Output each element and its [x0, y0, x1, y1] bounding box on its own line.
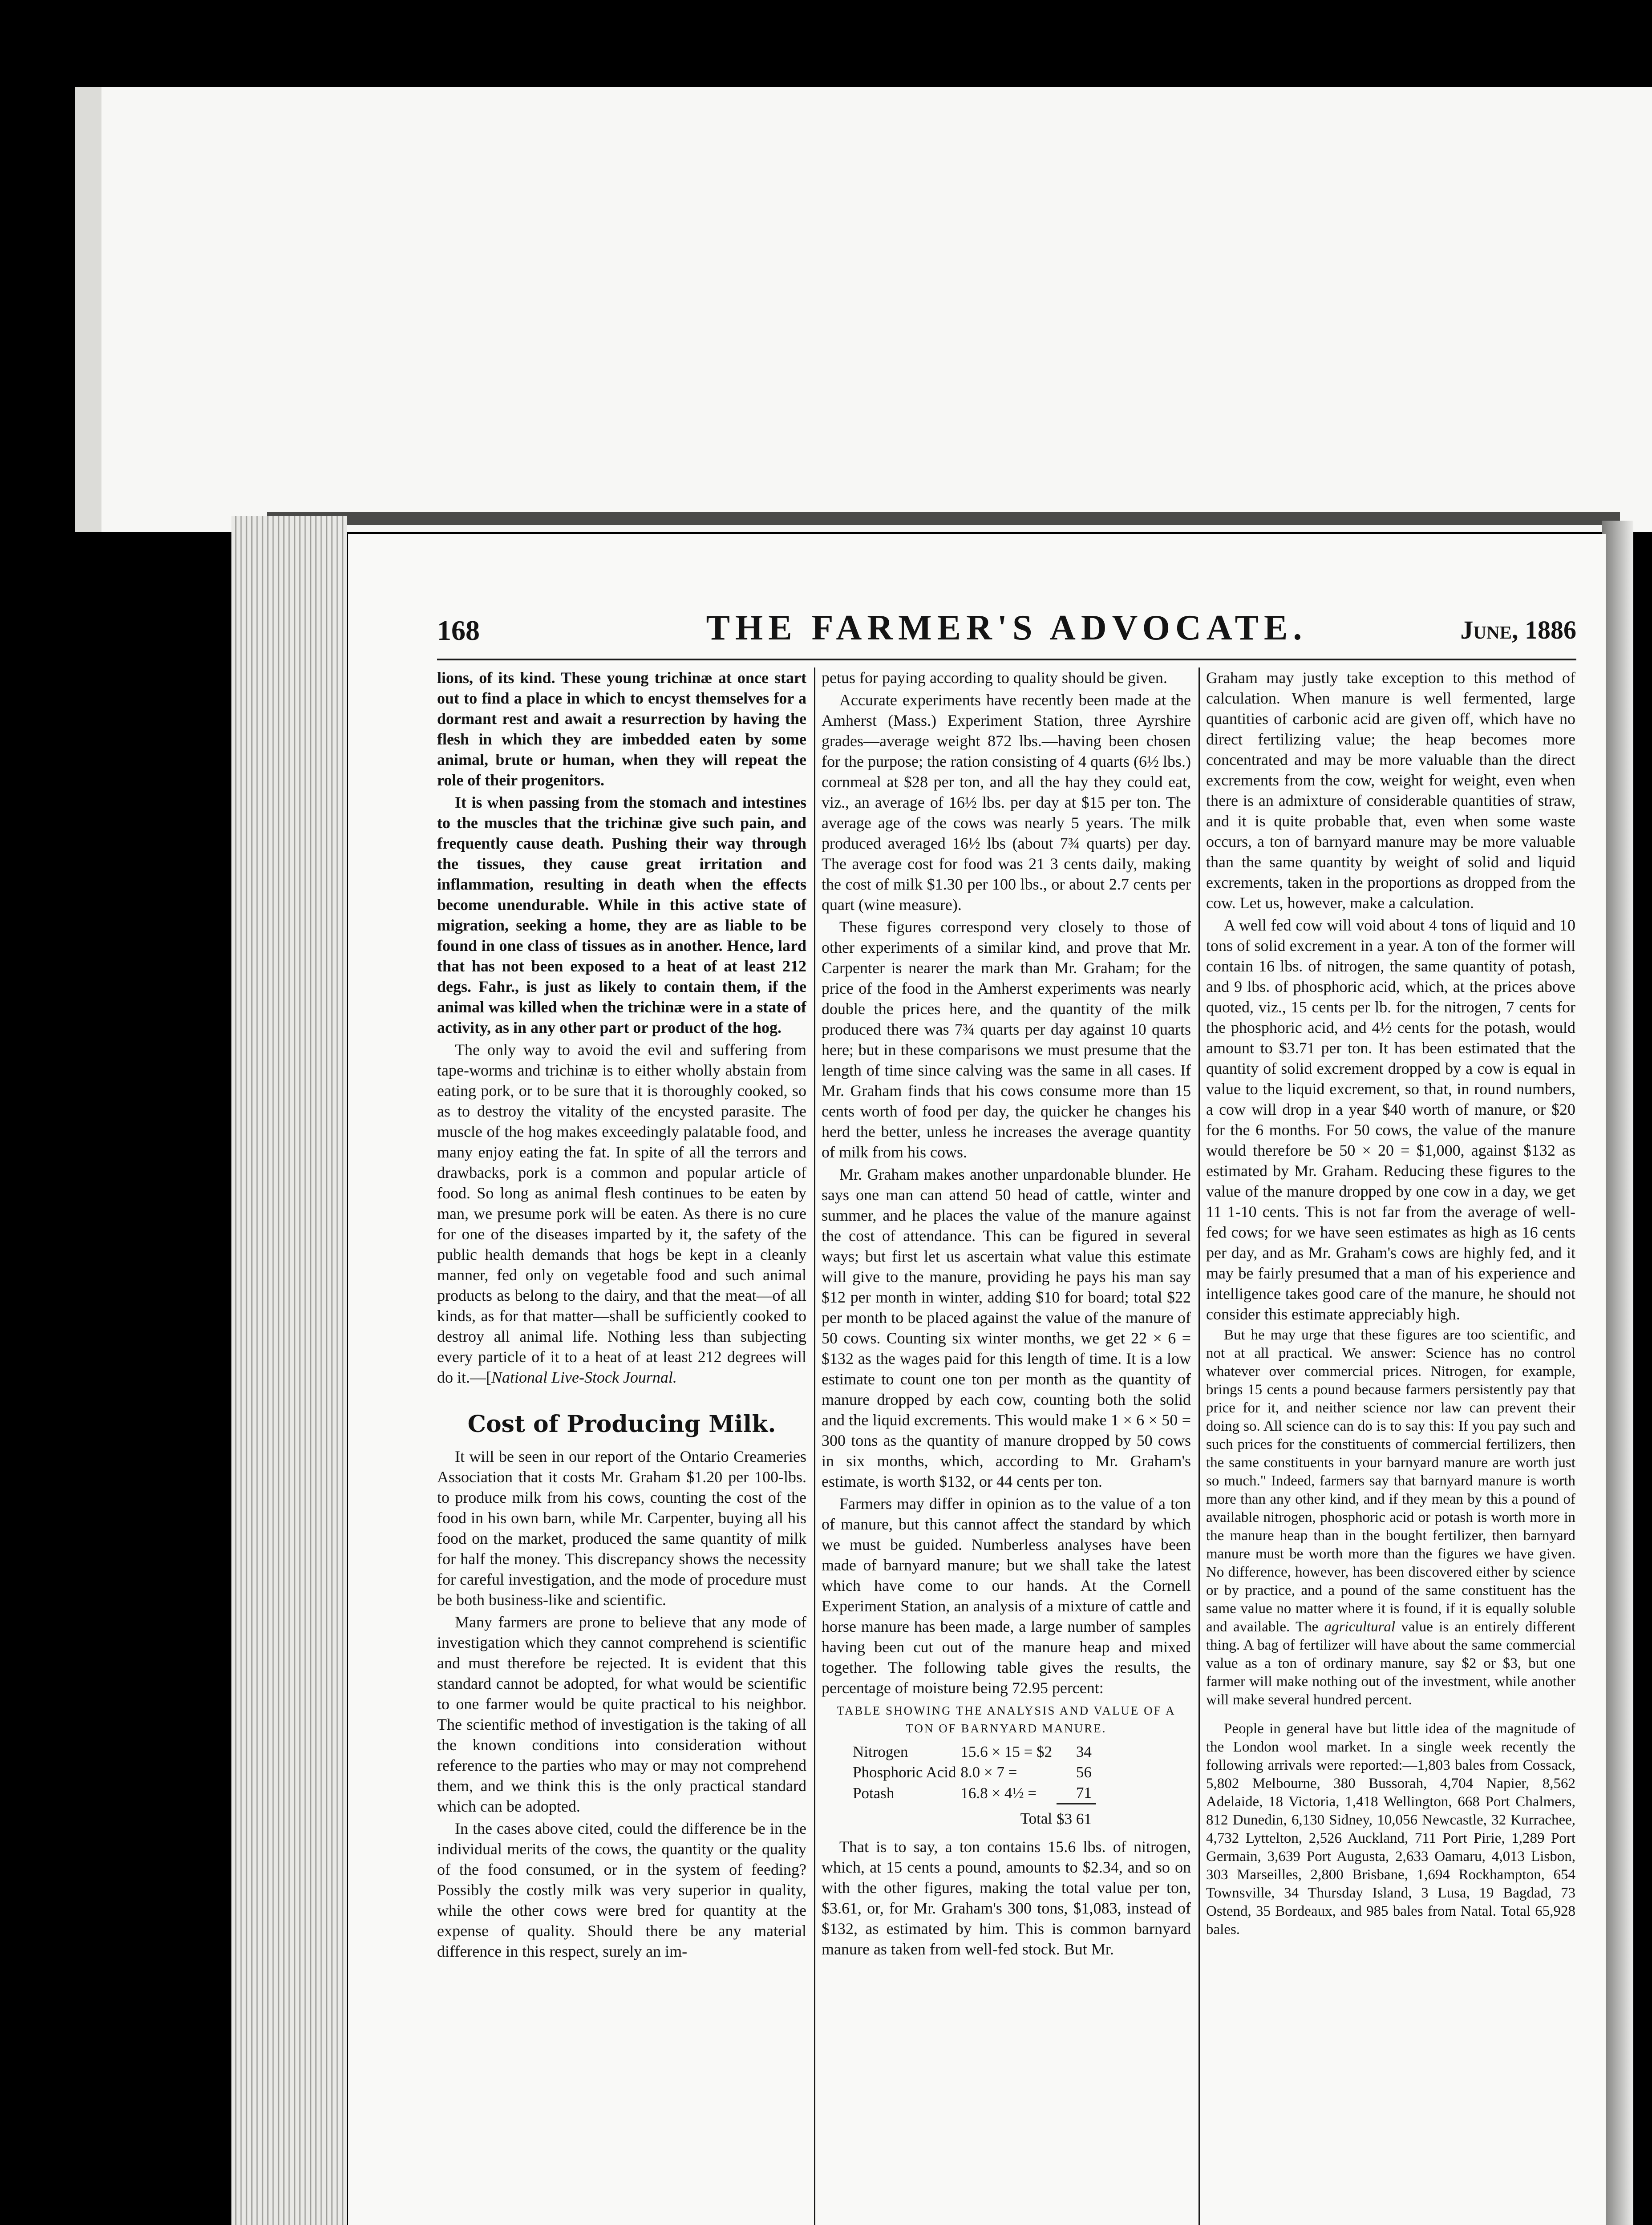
- paragraph-text: But he may urge that these figures are too scientific, and not at all practical. We answer: Science has no control whatever over commercial prices. Nitrogen, for example, brings 15 cents a pound because farmers persistently pay that price for it, and neither science nor law can prevent their doing so. All science can do is to say this: If you pay such and such prices for the constituents of commercial fertilizers, then the same constituents in your barnyard manure are worth just so much." Indeed, farmers say that barnyard manure is worth more than any other kind, and if they mean by this a pound of available nitrogen, phosphoric acid or potash is worth more in the manure heap than in the bought fertilizer, then barnyard manure must be worth more than the figures we have given. No difference, however, has been discovered either by science or by practice, and a pound of the same constituent has the same value no matter where it is found, if it is equally soluble and available. The: [1206, 1327, 1575, 1635]
- table-calc: 16.8 × 4½ =: [960, 1784, 1037, 1802]
- table-cents: 34: [1076, 1743, 1092, 1760]
- table-calc: 8.0 × 7 =: [960, 1764, 1017, 1781]
- table-total-value: $3 61: [1057, 1804, 1096, 1830]
- column-1: [437, 668, 806, 2225]
- book-page-edges: [231, 516, 347, 2225]
- issue-date: June, 1886: [1460, 615, 1576, 644]
- paragraph: Many farmers are prone to believe that any mode of investigation which they cannot comprehend is scientific and must therefore be rejected. It is evident that this standard cannot be adopted, for what would be scientific to one farmer would be quite practical to his neighbor. The scientific method of investigation is the taking of all the known conditions into consideration without reference to the parties who may or may not comprehend them, and we think this is the only practical standard which can be adopted.: [437, 1613, 806, 1815]
- column-rule: [814, 668, 815, 2225]
- page-number: 168: [437, 615, 480, 646]
- table-total-row: [853, 1804, 1096, 1830]
- table-row: [853, 1762, 1096, 1783]
- paragraph: Farmers may differ in opinion as to the value of a ton of manure, but this cannot affect the standard by which we must be guided. Numberless analyses have been made of barnyard manure; but we shall take the latest which have come to our hands. At the Cornell Experiment Station, an analysis of a mixture of cattle and horse manure has been made, a large number of samples having been cut out of the manure heap and mixed together. The following table gives the results, the percentage of moisture being 72.95 percent:: [822, 1495, 1191, 1697]
- paragraph: It is when passing from the stomach and intestines to the muscles that the trichinæ give such pain, and frequently cause death. Pushing their way through the tissues, they cause great irritation and inflammation, resulting in death when the effects become unendurable. While in this active state of migration, seeking a home, they are as liable to be found in one class of tissues as in another. Hence, lard that has not been exposed to a heat of at least 212 degs. Fahr., is just as likely to contain them, if the animal was killed when the trichinæ were in a state of activity, as in any other part or product of the hog.: [437, 793, 806, 1036]
- sheet-edge: [75, 87, 101, 532]
- paragraph: [437, 1040, 806, 1388]
- background-sheet: [75, 87, 1652, 532]
- article-heading: Cost of Producing Milk.: [467, 1411, 776, 1438]
- column-2: [822, 668, 1191, 2225]
- page-header: [437, 605, 1576, 660]
- paragraph: lions, of its kind. These young trichinæ at once start out to find a place in which to encyst themselves for a dormant rest and await a resurrection by having the flesh in which they are imbedded eaten by some animal, brute or human, when they will repeat the role of their progenitors.: [437, 669, 806, 789]
- column-rule: [1199, 668, 1200, 2225]
- paragraph: Accurate experiments have recently been made at the Amherst (Mass.) Experiment Station, three Ayrshire grades—average weight 872 lbs.—having been chosen for the purpose; the ration consisting of 4 quarts (6½ lbs.) cornmeal at $28 per ton, and all the hay they could eat, viz., an average of 16½ lbs. per day at $15 per ton. The average age of the cows was nearly 5 years. The milk produced averaged 16½ lbs (about 7¾ quarts) per day. The average cost for food was 21 3 cents daily, making the cost of milk $1.30 per 100 lbs., or about 2.7 cents per quart (wine measure).: [822, 691, 1191, 914]
- paragraph: [1206, 1326, 1575, 1709]
- emphasis-word: agricultural: [1324, 1619, 1396, 1635]
- facing-page-edge: [1602, 521, 1633, 2225]
- paragraph: In the cases above cited, could the difference be in the individual merits of the cows, the quantity or the quality of the food consumed, or in the system of feeding? Possibly the costly milk was very superior in quality, while the other cows were bred for quantity at the expense of quality. Should there be any material difference in this respect, surely an im-: [437, 1820, 806, 1960]
- table-total-label: Total: [1020, 1810, 1053, 1828]
- paragraph: That is to say, a ton contains 15.6 lbs. of nitrogen, which, at 15 cents a pound, amounts to $2.34, and so on with the other figures, making the total value per ton, $3.61, or, for Mr. Graham's 300 tons, $1,083, instead of $132, as estimated by him. This is common barnyard manure as taken from well-fed stock. But Mr.: [822, 1838, 1191, 1958]
- paragraph: It will be seen in our report of the Ontario Creameries Association that it costs Mr. Graham $1.20 per 100-lbs. to produce milk from his cows, counting the cost of the food in his own barn, while Mr. Carpenter, buying all his food on the market, produced the same quantity of milk for half the money. This discrepancy shows the necessity for careful investigation, and the mode of procedure must be both business-like and scientific.: [437, 1448, 806, 1609]
- table-cents: 71: [1076, 1784, 1092, 1801]
- manure-analysis-table: [853, 1742, 1096, 1829]
- table-calc: 15.6 × 15 = $2: [960, 1743, 1053, 1760]
- trichinae-article: [437, 668, 806, 1038]
- paragraph: These figures correspond very closely to those of other experiments of a similar kind, and prove that Mr. Carpenter is nearer the mark than Mr. Graham; for the price of the food in the Amherst experiments was nearly double the prices here, and the quantity of the milk produced there was 7¾ quarts per day against 10 quarts here; but in these comparisons we must presume that the length of time since calving was the same in all cases. If Mr. Graham finds that his cows consume more than 15 cents worth of food per day, the quicker he changes his herd the better, unless he increases the average quantity of milk from his cows.: [822, 918, 1191, 1161]
- paragraph: Mr. Graham makes another unpardonable blunder. He says one man can attend 50 head of cattle, winter and summer, and he places the value of the manure against the cost of attendance. This can be figured in several ways; but first let us ascertain what value this estimate will give to the manure, providing he pays his man say $12 per month in winter, adding $10 for board; total $22 per month to be placed against the value of the manure of 50 cows. Counting six winter months, we get 22 × 6 = $132 as the wages paid for this length of time. It is a low estimate to count one ton per month as the quantity of manure dropped by each cow, counting both the solid and the liquid excrements. This would make 1 × 6 × 50 = 300 tons as the quantity of manure dropped by 50 cows in six months, which, according to Mr. Graham's estimate, is worth $132, or 44 cents per ton.: [822, 1165, 1191, 1490]
- table-item: Phosphoric Acid: [853, 1764, 956, 1781]
- table-cents: 56: [1076, 1764, 1092, 1781]
- table-item: Potash: [853, 1784, 895, 1802]
- paragraph: People in general have but little idea of the magnitude of the London wool market. In a single week recently the following arrivals were reported:—1,803 bales from Cossack, 5,802 Melbourne, 380 Bussorah, 4,704 Napier, 8,562 Adelaide, 18 Victoria, 1,418 Wellington, 668 Port Chalmers, 812 Dunedin, 6,130 Sidney, 10,056 Newcastle, 32 Kurrachee, 4,732 Lyttelton, 2,526 Auckland, 711 Port Pirie, 1,289 Port Germain, 3,639 Port Augusta, 2,633 Oamaru, 4,013 Lisbon, 303 Marseilles, 2,800 Brisbane, 1,694 Rockhampton, 654 Townsville, 34 Thursday Island, 3 Lusa, 19 Bagdad, 73 Ostend, 35 Bordeaux, and 985 bales from Natal. Total 65,928 bales.: [1206, 1721, 1575, 1938]
- table-item: Nitrogen: [853, 1743, 908, 1760]
- newspaper-page: [348, 534, 1606, 2225]
- paragraph: petus for paying according to quality should be given.: [822, 669, 1167, 687]
- paragraph: A well fed cow will void about 4 tons of liquid and 10 tons of solid excrement in a year. A ton of the former will contain 16 lbs. of nitrogen, the same quantity of potash, and 9 lbs. of phosphoric acid, which, at the prices above quoted, viz., 15 cents per lb. for the nitrogen, 7 cents for the phosphoric acid, and 4½ cents for the potash, would amount to $3.71 per ton. It has been estimated that the quantity of solid excrement dropped by a cow is equal in value to the liquid excrement, so that, in round numbers, a cow will drop in a year $40 worth of manure, or $20 for the 6 months. For 50 cows, the value of the manure would therefore be 50 × 20 = $1,000, against $132 as estimated by Mr. Graham. Reducing these figures to the value of the manure dropped by one cow in a day, we get 11 1-10 cents. This is not far from the average of well-fed cows; for we have seen estimates as high as 16 cents per day, and as Mr. Graham's cows are highly fed, and it may be fairly presumed that a man of his experience and intelligence takes good care of the manure, he should not consider this estimate appreciably high.: [1206, 916, 1575, 1323]
- column-3: [1206, 668, 1575, 2225]
- paragraph-text: The only way to avoid the evil and suffering from tape-worms and trichinæ is to either wholly abstain from eating pork, or to be sure that it is thoroughly cooked, so as to destroy the vitality of the encysted parasite. The muscle of the hog makes exceedingly palatable food, and many enjoy eating the fat. In spite of all the terrors and drawbacks, pork is a common and popular article of food. So long as animal flesh continues to be eaten by man, we presume pork will be eaten. As there is no cure for one of the diseases imparted by it, the safety of the public health demands that hogs be kept in a cleanly manner, fed only on vegetable food and such animal products as belong to the dairy, and that the meat—of all kinds, as for that matter—shall be sufficiently cooked to destroy all animal life. Nothing less than subjecting every particle of it to a heat of at least 212 degrees will do it.—[: [437, 1041, 806, 1386]
- paragraph-text: value is an entirely different thing. A bag of fertilizer will have about the same commercial value as a ton of ordinary manure, say $2 or $3, but one farmer will make nothing out of the investment, while another will make several hundred percent.: [1206, 1619, 1575, 1708]
- paragraph: Graham may justly take exception to this method of calculation. When manure is well fermented, large quantities of carbonic acid are given off, which have no direct fertilizing value; the heap becomes more concentrated and may be more valuable than the direct excrements from the cow, weight for weight, even when there is an admixture of considerable quantities of straw, and it is quite probable that, even when some waste occurs, a ton of barnyard manure may be more valuable than the same quantity by weight of solid and liquid excrements, taken in the proportions as dropped from the cow. Let us, however, make a calculation.: [1206, 669, 1575, 912]
- table-row: [853, 1783, 1096, 1804]
- journal-title: THE FARMER'S ADVOCATE.: [706, 608, 1308, 647]
- source-citation: National Live-Stock Journal.: [491, 1368, 677, 1386]
- table-row: [853, 1742, 1096, 1762]
- table-title: TABLE SHOWING THE ANALYSIS AND VALUE OF A TON OF BARNYARD MANURE.: [837, 1704, 1176, 1735]
- book-top-edge: [267, 512, 1620, 525]
